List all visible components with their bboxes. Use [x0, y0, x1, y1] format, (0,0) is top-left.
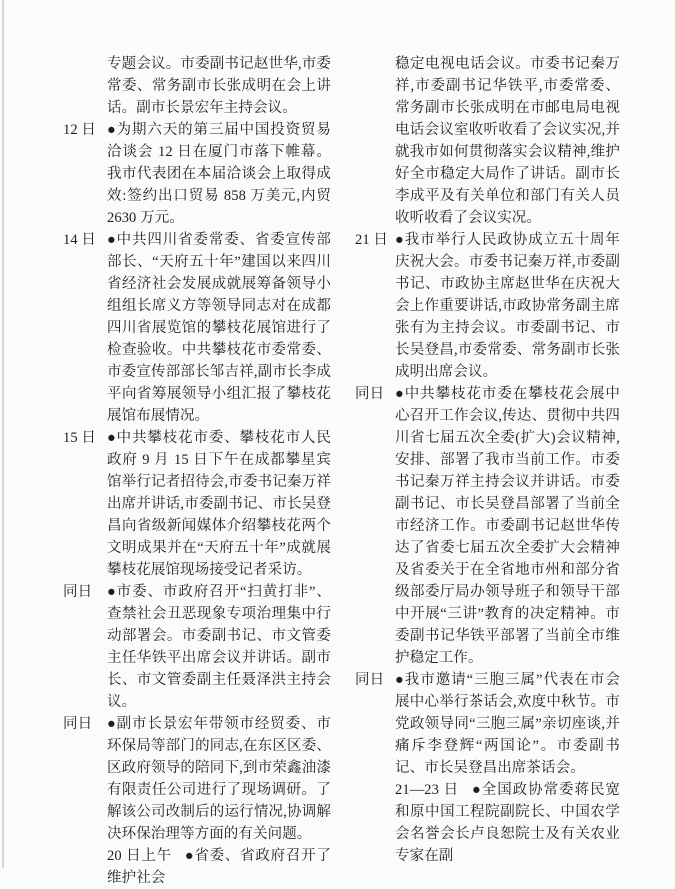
entry-text: 专题会议。市委副书记赵世华,市委常委、常务副市长张成明在会上讲话。副市长景宏年主持会议。: [107, 56, 331, 116]
chronicle-entry: [107, 845, 331, 889]
chronicle-entry: [355, 383, 620, 669]
entry-date-label: 同日: [63, 584, 93, 600]
scan-edge-line: [2, 0, 4, 868]
entry-date-label: 同日: [355, 672, 385, 688]
chronicle-entry: [63, 427, 331, 581]
entry-text: ●为期六天的第三届中国投资贸易洽谈会 12 日在厦门市落下帷幕。我市代表团在本届洽谈会上取得成效:签约出口贸易 858 万美元,内贸 2630 万元。: [107, 122, 331, 226]
chronicle-entry-continuation: [395, 53, 620, 229]
entry-date-label: 同日: [63, 716, 93, 732]
chronicle-entry: [63, 119, 331, 229]
entry-text: ●中共攀枝花市委在攀枝花会展中心召开工作会议,传达、贯彻中共四川省七届五次全委(扩大)会议精神,安排、部署了我市当前工作。市委书记秦万祥主持会议并讲话。市委副书记、市长吴登昌部署了当前全市经济工作。市委副书记赵世华传达了省委七届五次全委扩大会精神及省委关于在全省地市州和部分省级部委厅局办领导班子和领导干部中开展“三讲”教育的决定精神。市委副书记华铁平部署了当前全市维护稳定工作。: [395, 386, 620, 666]
entry-text: 稳定电视电话会议。市委书记秦万祥,市委副书记华铁平,市委常委、常务副市长张成明在市邮电局电视电话会议室收听收看了会议实况,并就我市如何贯彻落实会议精神,维护好全市稳定大局作了讲话。副市长李成平及有关单位和部门有关人员收听收看了会议实况。: [395, 56, 620, 226]
entry-text: ●省委、省政府召开了维护社会: [107, 848, 331, 886]
chronicle-entry: [395, 779, 620, 867]
entry-text: ●我市邀请“三胞三属”代表在市会展中心举行茶话会,欢度中秋节。市党政领导同“三胞三属”亲切座谈,并痛斥李登辉“两国论”。市委副书记、市长吴登昌出席茶话会。: [395, 672, 620, 776]
entry-text: ●全国政协常委蒋民宽和原中国工程院副院长、中国农学会名誉会长卢良恕院士及有关农业专家在副: [395, 782, 621, 864]
entry-text: ●中共四川省委常委、省委宣传部部长、“天府五十年”建国以来四川省经济社会发展成就展筹备领导小组组长席义方等领导同志对在成都四川省展览馆的攀枝花展馆进行了检查验收。中共攀枝花市委常委、市委宣传部部长邹吉祥,副市长李成平向省筹展领导小组汇报了攀枝花展馆布展情况。: [107, 232, 331, 424]
entry-date-label: 12 日: [63, 122, 97, 138]
entry-date-label: 21—23 日: [395, 782, 460, 798]
chronicle-entry: [355, 669, 620, 779]
right-column: [355, 53, 621, 867]
entry-date-label: 21 日: [355, 232, 389, 248]
chronicle-entry: [63, 713, 331, 845]
entry-text: ●中共攀枝花市委、攀枝花市人民政府 9 月 15 日下午在成都攀星宾馆举行记者招待会,市委书记秦万祥出席并讲话,市委副书记、市长吴登昌向省级新闻媒体介绍攀枝花两个文明成果并在“天府五十年”成就展攀枝花展馆现场接受记者采访。: [107, 430, 331, 578]
chronicle-entry: [63, 229, 331, 427]
entry-text: ●市委、市政府召开“扫黄打非”、查禁社会丑恶现象专项治理集中行动部署会。市委副书记、市文管委主任华铁平出席会议并讲话。副市长、市文管委副主任聂泽洪主持会议。: [107, 584, 331, 710]
chronicle-entry: [63, 581, 331, 713]
entry-date-label: 20 日上午: [107, 848, 172, 864]
entry-date-label: 14 日: [63, 232, 97, 248]
left-column: [63, 53, 331, 889]
chronicle-entry: [355, 229, 620, 383]
chronicle-entry-continuation: [107, 53, 331, 119]
entry-date-label: 15 日: [63, 430, 97, 446]
entry-text: ●我市举行人民政协成立五十周年庆祝大会。市委书记秦万祥,市委副书记、市政协主席赵世华在庆祝大会上作重要讲话,市政协常务副主席张有为主持会议。市委副书记、市长吴登昌,市委常委、常务副市长张成明出席会议。: [395, 232, 620, 380]
entry-date-label: 同日: [355, 386, 385, 402]
entry-text: ●副市长景宏年带领市经贸委、市环保局等部门的同志,在东区区委、区政府领导的陪同下,到市荣鑫油漆有限责任公司进行了现场调研。了解该公司改制后的运行情况,协调解决环保治理等方面的有关问题。: [107, 716, 331, 842]
